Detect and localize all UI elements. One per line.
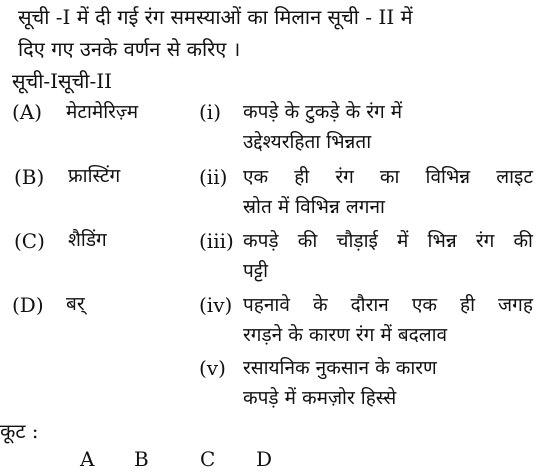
- word: कपड़े: [243, 230, 279, 252]
- code-column-a: A: [80, 447, 95, 471]
- word: चौड़ाई: [336, 230, 378, 252]
- word: रंग: [335, 166, 354, 188]
- list-two-item-3: [243, 226, 533, 286]
- list-one-term-d: बर्: [66, 293, 85, 315]
- list-two-item-1-line-1: कपड़े के टुकड़े के रंग में: [243, 101, 403, 123]
- question-text-line-1: सूची -I में दी गई रंग समस्याओं का मिलान सूची - II में: [18, 5, 413, 29]
- list-one-label-d: (D): [12, 293, 44, 317]
- list-two-item-2-line-2: स्रोत में विभिन्न लगना: [243, 196, 385, 218]
- list-two-numeral-4: (iv): [199, 293, 233, 317]
- question-text-line-2: दिए गए उनके वर्णन से करिए ।: [18, 37, 241, 61]
- word: एक: [243, 166, 269, 188]
- list-one-term-a: मेटामेरिज़्म: [66, 101, 139, 123]
- list-one-label-c: (C): [14, 229, 45, 253]
- list-two-item-4-line-1: [243, 290, 533, 320]
- word: के: [312, 294, 328, 316]
- word: भिन्न: [427, 230, 457, 252]
- code-columns-row: [0, 446, 539, 471]
- code-column-c: C: [200, 447, 216, 471]
- word: दौरान: [350, 294, 389, 316]
- word: में: [397, 230, 409, 252]
- code-column-d: D: [256, 447, 273, 471]
- list-two-item-1: [243, 97, 533, 157]
- list-two-item-2-line-1: [243, 162, 533, 192]
- list-two-item-2: [243, 162, 533, 222]
- word: विभिन्न: [425, 166, 471, 188]
- word: की: [297, 230, 318, 252]
- word: ही: [460, 294, 476, 316]
- list-one-term-b: फ्रास्टिंग: [68, 165, 121, 187]
- list-two-numeral-5: (v): [199, 356, 226, 380]
- word: जगह: [498, 294, 533, 316]
- list-two-item-3-line-2: पट्टी: [243, 260, 269, 282]
- list-one-label-b: (B): [14, 165, 45, 189]
- code-column-b: B: [134, 447, 149, 471]
- list-two-numeral-2: (ii): [199, 165, 228, 189]
- list-two-numeral-1: (i): [199, 100, 222, 124]
- word: ही: [294, 166, 310, 188]
- list-two-item-4-line-2: रगड़ने के कारण रंग में बदलाव: [243, 324, 448, 346]
- word: एक: [411, 294, 437, 316]
- word: पहनावे: [243, 294, 290, 316]
- word: की: [513, 230, 533, 252]
- code-label: कूट :: [0, 419, 39, 443]
- list-two-item-1-line-2: उद्देश्यरहिता भिन्नता: [243, 131, 372, 153]
- word: रंग: [475, 230, 495, 252]
- list-two-item-4: [243, 290, 533, 350]
- list-two-item-5: [243, 353, 533, 413]
- list-two-item-5-line-2: कपड़े में कमज़ोर हिस्से: [243, 387, 397, 409]
- list-one-term-c: शैडिंग: [68, 229, 107, 251]
- word: लाइट: [496, 166, 533, 188]
- list-two-numeral-3: (iii): [199, 229, 234, 253]
- list-two-item-3-line-1: [243, 226, 533, 256]
- list-heading: सूची-Iसूची-II: [12, 69, 113, 93]
- list-one-label-a: (A): [12, 100, 43, 124]
- list-two-item-5-line-1: रसायनिक नुकसान के कारण: [243, 357, 437, 379]
- word: का: [379, 166, 400, 188]
